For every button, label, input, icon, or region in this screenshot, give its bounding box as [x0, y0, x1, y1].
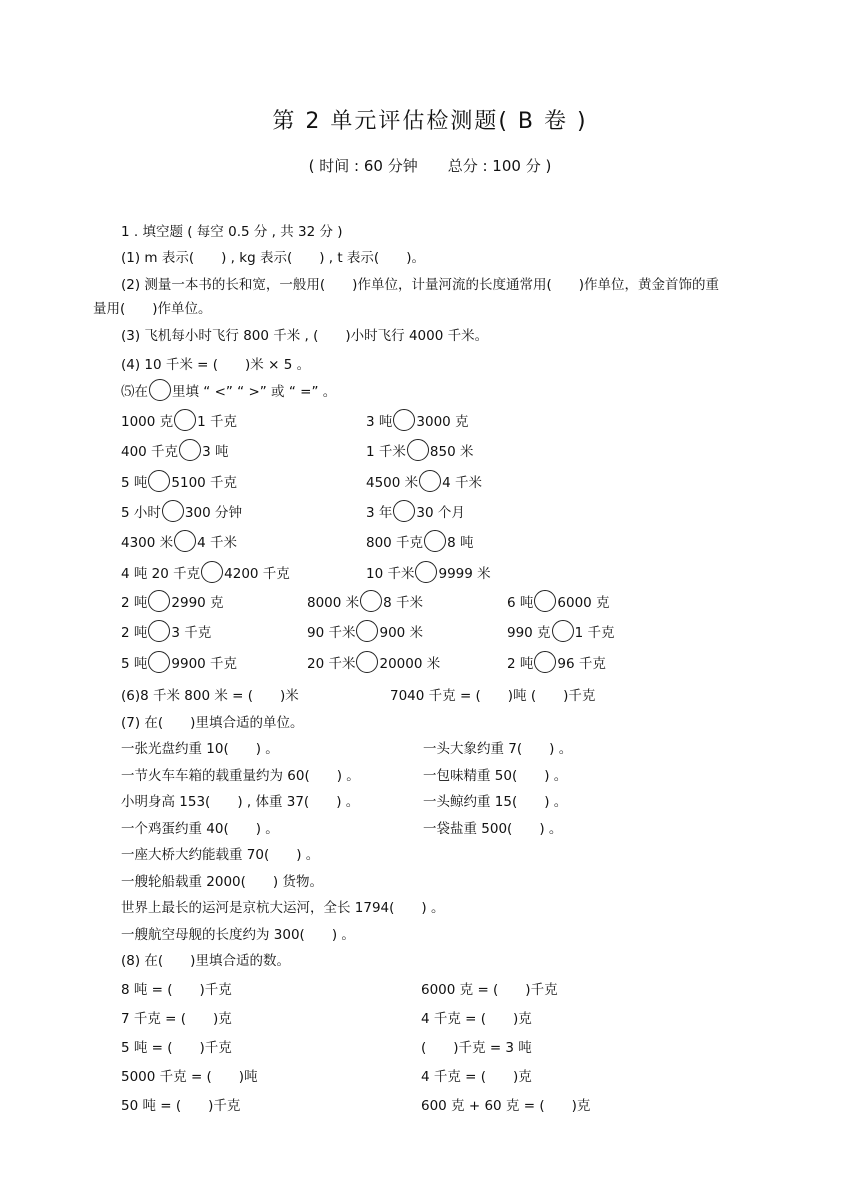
comparison-left-value: 3 吨: [366, 414, 393, 430]
question-6-left: (6)8 千米 800 米 = ( )米: [121, 688, 299, 704]
question-8-item: 5000 千克 = ( )吨: [121, 1069, 258, 1085]
question-8-item: 5 吨 = ( )千克: [121, 1040, 232, 1056]
answer-circle-icon[interactable]: [356, 620, 378, 642]
question-8-item: 600 克 + 60 克 = ( )克: [421, 1098, 591, 1114]
question-7-item: 一包味精重 50( ) 。: [423, 767, 568, 784]
comparison-left-value: 4 吨 20 千克: [121, 565, 201, 582]
comparison-left-value: 10 千米: [366, 565, 415, 582]
question-2-line-1: (2) 测量一本书的长和宽，一般用( )作单位，计量河流的长度通常用( )作单位，黄金首饰的重: [121, 277, 719, 293]
comparison-right-value: 96 千克: [557, 655, 606, 672]
answer-circle-icon[interactable]: [360, 590, 382, 612]
question-7-item: 一张光盘约重 10( ) 。: [121, 741, 279, 757]
comparison-item: [307, 594, 423, 612]
comparison-left-value: 4500 米: [366, 474, 419, 491]
comparison-item: [121, 655, 237, 673]
comparison-right-value: 850 米: [429, 444, 474, 461]
question-2-line-2: 量用( )作单位。: [93, 301, 212, 317]
answer-circle-icon[interactable]: [534, 590, 556, 612]
comparison-left-value: 3 年: [366, 504, 393, 521]
answer-circle-icon[interactable]: [174, 530, 196, 552]
comparison-item: [121, 443, 228, 461]
comparison-right-value: 30 个月: [416, 504, 465, 521]
question-8-item: ( )千克 = 3 吨: [421, 1040, 532, 1056]
answer-circle-icon[interactable]: [419, 470, 441, 492]
question-4: (4) 10 千米 = ( )米 × 5 。: [121, 357, 311, 373]
comparison-left-value: 800 千克: [366, 535, 424, 552]
comparison-item: [121, 565, 290, 583]
comparison-left-value: 20 千米: [307, 655, 356, 672]
comparison-left-value: 90 千米: [307, 625, 356, 642]
question-8-item: 6000 克 = ( )千克: [421, 982, 558, 998]
comparison-right-value: 4200 千克: [224, 565, 290, 582]
answer-circle-icon[interactable]: [174, 409, 196, 431]
comparison-left-value: 1 千米: [366, 444, 406, 461]
comparison-right-value: 900 米: [379, 625, 424, 642]
answer-circle-icon[interactable]: [148, 651, 170, 673]
comparison-left-value: 2 吨: [507, 655, 534, 672]
answer-circle-icon[interactable]: [393, 500, 415, 522]
comparison-item: [366, 443, 473, 461]
answer-circle-icon[interactable]: [534, 651, 556, 673]
question-7-item: 小明身高 153( ) , 体重 37( ) 。: [121, 794, 360, 810]
comparison-item: [366, 565, 491, 583]
comparison-item: [507, 655, 606, 673]
comparison-item: [121, 534, 237, 552]
comparison-left-value: 2 吨: [121, 625, 148, 642]
comparison-right-value: 1 千克: [574, 625, 615, 642]
answer-circle-icon[interactable]: [179, 439, 201, 461]
comparison-item: [366, 504, 465, 522]
question-7-heading: (7) 在( )里填合适的单位。: [121, 715, 304, 731]
comparison-left-value: 5 吨: [121, 655, 148, 672]
comparison-left-value: 6 吨: [507, 595, 534, 611]
comparison-right-value: 3 吨: [202, 444, 229, 461]
comparison-right-value: 2990 克: [171, 595, 224, 611]
answer-circle-icon[interactable]: [148, 470, 170, 492]
comparison-right-value: 9900 千克: [171, 655, 238, 672]
comparison-left-value: 990 克: [507, 625, 551, 642]
comparison-item: [366, 534, 473, 552]
question-7-item: 世界上最长的运河是京杭大运河，全长 1794( ) 。: [121, 900, 445, 916]
comparison-left-value: 400 千克: [121, 444, 179, 461]
question-8-item: 4 千克 = ( )克: [421, 1011, 532, 1027]
answer-circle-icon[interactable]: [552, 620, 574, 642]
question-7-item: 一袋盐重 500( ) 。: [423, 820, 563, 837]
question-7-item: 一座大桥大约能载重 70( ) 。: [121, 847, 320, 863]
comparison-right-value: 3000 克: [416, 414, 469, 430]
question-8-item: 7 千克 = ( )克: [121, 1011, 232, 1027]
comparison-right-value: 8 千米: [383, 595, 424, 611]
question-7-item: 一头鲸约重 15( ) 。: [423, 794, 568, 810]
question-8-heading: (8) 在( )里填合适的数。: [121, 953, 290, 969]
question-5-suffix: 里填 “ <” “ >” 或 “ =” 。: [172, 384, 337, 400]
comparison-left-value: 4300 米: [121, 535, 174, 552]
question-6-right: 7040 千克 = ( )吨 ( )千克: [390, 688, 596, 704]
answer-circle-icon[interactable]: [393, 409, 415, 431]
question-7-item: 一艘轮船载重 2000( ) 货物。: [121, 873, 323, 890]
question-7-item: 一头大象约重 7( ) 。: [423, 741, 573, 757]
section-heading: 1 . 填空题 ( 每空 0.5 分 , 共 32 分 ): [121, 224, 343, 240]
answer-circle-icon[interactable]: [162, 500, 184, 522]
page-subtitle: ( 时间 : 60 分钟 总分 : 100 分 ): [308, 157, 552, 175]
question-5-instruction: [121, 383, 336, 401]
comparison-item: [507, 624, 614, 642]
question-5-prefix: ⑸在: [121, 384, 148, 400]
comparison-item: [366, 413, 469, 431]
comparison-left-value: 8000 米: [307, 595, 360, 611]
comparison-right-value: 5100 千克: [171, 474, 238, 491]
question-1: (1) m 表示( ) , kg 表示( ) , t 表示( )。: [121, 250, 425, 266]
comparison-right-value: 20000 米: [379, 655, 441, 672]
answer-circle-icon[interactable]: [201, 561, 223, 583]
question-8-item: 8 吨 = ( )千克: [121, 982, 232, 998]
answer-circle-icon[interactable]: [148, 590, 170, 612]
answer-circle-icon[interactable]: [149, 379, 171, 401]
comparison-right-value: 300 分钟: [184, 504, 242, 521]
answer-circle-icon[interactable]: [356, 651, 378, 673]
comparison-left-value: 2 吨: [121, 595, 148, 611]
answer-circle-icon[interactable]: [407, 439, 429, 461]
comparison-item: [121, 413, 237, 431]
question-7-item: 一节火车车箱的载重量约为 60( ) 。: [121, 767, 360, 784]
answer-circle-icon[interactable]: [424, 530, 446, 552]
comparison-left-value: 1000 克: [121, 414, 174, 430]
answer-circle-icon[interactable]: [415, 561, 437, 583]
comparison-item: [121, 594, 224, 612]
comparison-right-value: 6000 克: [557, 595, 610, 611]
comparison-left-value: 5 吨: [121, 474, 148, 491]
comparison-item: [307, 655, 440, 673]
comparison-right-value: 8 吨: [447, 535, 474, 552]
question-8-item: 4 千克 = ( )克: [421, 1069, 532, 1085]
comparison-item: [121, 474, 237, 492]
comparison-left-value: 5 小时: [121, 504, 161, 521]
comparison-right-value: 4 千米: [197, 535, 238, 552]
comparison-item: [121, 504, 242, 522]
answer-circle-icon[interactable]: [148, 620, 170, 642]
comparison-item: [307, 624, 423, 642]
comparison-item: [507, 594, 610, 612]
comparison-right-value: 3 千克: [171, 625, 212, 642]
page-title: 第 2 单元评估检测题( B 卷 ): [272, 109, 588, 134]
comparison-right-value: 9999 米: [438, 565, 491, 582]
comparison-item: [366, 474, 482, 492]
question-3: (3) 飞机每小时飞行 800 千米 , ( )小时飞行 4000 千米。: [121, 328, 489, 344]
comparison-right-value: 4 千米: [442, 474, 483, 491]
comparison-item: [121, 624, 211, 642]
comparison-right-value: 1 千克: [197, 414, 238, 430]
question-7-item: 一艘航空母舰的长度约为 300( ) 。: [121, 926, 355, 943]
question-8-item: 50 吨 = ( )千克: [121, 1098, 241, 1114]
question-7-item: 一个鸡蛋约重 40( ) 。: [121, 820, 279, 837]
